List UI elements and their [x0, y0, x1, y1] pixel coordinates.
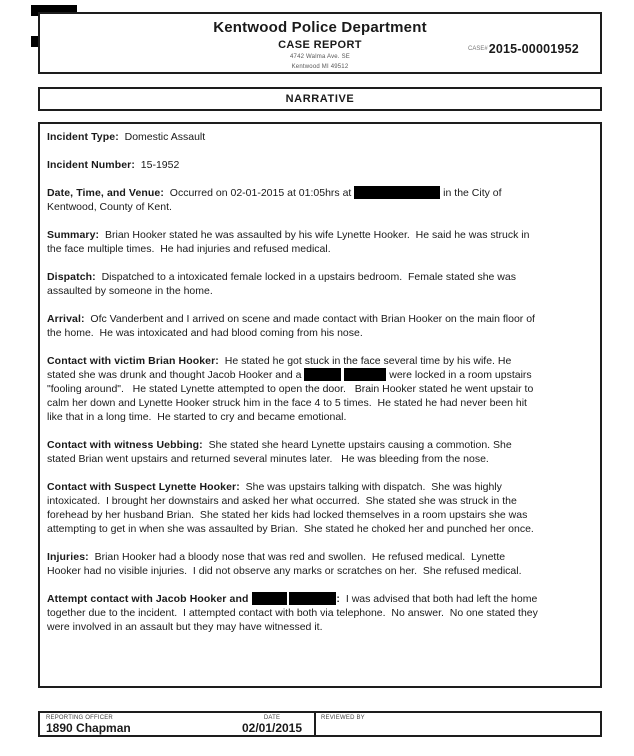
- paragraph-text: Brian Hooker stated he was assaulted by his wife Lynette Hooker. He said he was struck in the face multiple times. He had injuries and refused medical.: [47, 229, 533, 255]
- paragraph-label: Arrival:: [47, 313, 85, 325]
- report-type-title: CASE REPORT: [278, 39, 362, 51]
- narrative-paragraph: [47, 312, 538, 340]
- case-number-value: 2015-00001952: [488, 42, 579, 56]
- report-footer: [38, 711, 602, 737]
- paragraph-label: Incident Number:: [47, 159, 135, 171]
- paragraph-label: Summary:: [47, 229, 100, 241]
- reporting-officer-value: 1890 Chapman: [46, 721, 131, 735]
- narrative-section-header: [38, 87, 602, 111]
- redaction-box: [304, 368, 341, 381]
- address-line-1: 4742 Walma Ave. SE: [290, 54, 350, 60]
- paragraph-label: Date, Time, and Venue:: [47, 187, 164, 199]
- paragraph-label: Incident Type:: [47, 131, 119, 143]
- reporting-officer-label: REPORTING OFFICER: [46, 715, 113, 721]
- narrative-paragraph: [47, 186, 538, 214]
- narrative-paragraph: [47, 480, 538, 536]
- narrative-paragraph: [47, 354, 538, 424]
- case-number-label: CASE#: [468, 46, 488, 52]
- footer-column-divider: [314, 713, 316, 735]
- paragraph-text: Brian Hooker had a bloody nose that was red and swollen. He refused medical. Lynette Hooker had no visible injuries. I did not observe any marks or scratches on her. She refused medical.: [47, 551, 522, 577]
- narrative-paragraph: [47, 592, 541, 634]
- paragraph-text: He stated he got stuck in the face several time by his wife. He stated she was drunk and thought Jacob Hooker and a: [47, 355, 515, 381]
- paragraph-text: were locked in a room upstairs "fooling around". He stated Lynette attempted to open the door. Brain Hooker stated he went upstair to calm her down and Lynette Hooker struck him in the face 4 to 5 times. He stated he had never been hit like that in a long time. He started to cry and became emotional.: [47, 369, 537, 423]
- redaction-box: [354, 186, 440, 199]
- paragraph-text: 15-1952: [134, 159, 180, 171]
- redaction-box: [289, 592, 336, 605]
- paragraph-label: Contact with Suspect Lynette Hooker:: [47, 481, 240, 493]
- paragraph-text: I was advised that both had left the home together due to the incident. I attempted contact with both via telephone. No answer. No one stated they were involved in an assault but they may have witnessed it.: [47, 593, 541, 633]
- narrative-paragraph: [47, 550, 538, 578]
- department-title: Kentwood Police Department: [213, 19, 427, 36]
- paragraph-text: Dispatched to a intoxicated female locked in a upstairs bedroom. Female stated she was assaulted by someone in the home.: [47, 271, 519, 297]
- date-value: 02/01/2015: [241, 721, 303, 735]
- narrative-paragraph: [47, 438, 538, 466]
- report-header: [38, 12, 602, 74]
- paragraph-text: Ofc Vanderbent and I arrived on scene and made contact with Brian Hooker on the main floor of the home. He was intoxicated and had blood coming from his nose.: [47, 313, 538, 339]
- paragraph-text: She stated she heard Lynette upstairs causing a commotion. She stated Brian went upstairs and returned several minutes later. He was bleeding from the nose.: [47, 439, 515, 465]
- redaction-box: [344, 368, 386, 381]
- narrative-section-title: NARRATIVE: [285, 93, 355, 105]
- paragraph-label: Contact with victim Brian Hooker:: [47, 355, 219, 367]
- paragraph-text: Domestic Assault: [118, 131, 206, 143]
- address-line-2: Kentwood MI 49512: [291, 64, 349, 70]
- reviewed-by-cell: [321, 715, 365, 721]
- paragraph-text: She was upstairs talking with dispatch. She was highly intoxicated. I brought her downstairs and asked her what occurred. She stated she was struck in the forehead by her husband Brian. She stated her kids had locked themselves in a room upstairs she was attempting to get in when she was assaulted by Brian. She stated he choked her and punched her once.: [47, 481, 534, 535]
- date-label: DATE: [263, 715, 281, 721]
- narrative-paragraph: [47, 158, 538, 172]
- paragraph-label: Contact with witness Uebbing:: [47, 439, 203, 451]
- paragraph-text: in the City of Kentwood, County of Kent.: [47, 187, 505, 213]
- narrative-body: [38, 122, 602, 688]
- reviewed-by-label: REVIEWED BY: [321, 715, 365, 721]
- paragraph-label: Attempt contact with Jacob Hooker and: [47, 593, 252, 605]
- redaction-box: [252, 592, 287, 605]
- narrative-paragraph: [47, 270, 538, 298]
- case-number-block: [468, 40, 579, 58]
- paragraph-label: :: [336, 593, 341, 605]
- reporting-officer-cell: [46, 715, 131, 735]
- paragraph-label: Dispatch:: [47, 271, 96, 283]
- narrative-paragraph: [47, 228, 538, 256]
- paragraph-text: Occurred on 02-01-2015 at 01:05hrs at: [163, 187, 355, 199]
- narrative-paragraph: [47, 130, 538, 144]
- paragraph-label: Injuries:: [47, 551, 89, 563]
